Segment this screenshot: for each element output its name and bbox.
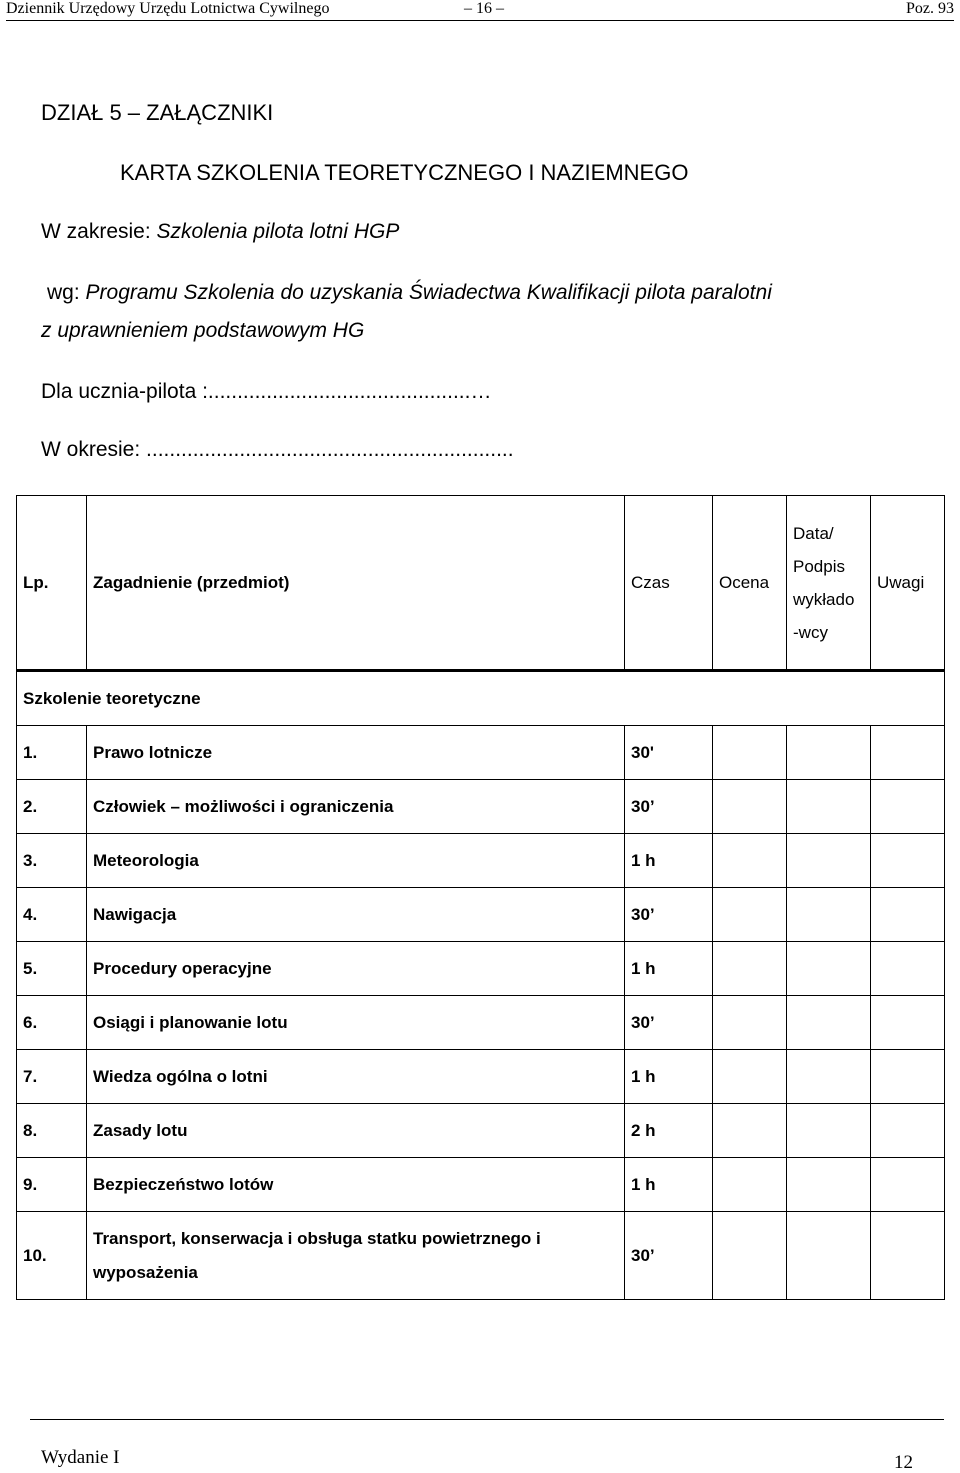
- row-time: 30’: [625, 780, 713, 834]
- row-topic: Osiągi i planowanie lotu: [87, 996, 625, 1050]
- table-row: [17, 888, 945, 942]
- row-lp: 5.: [17, 942, 87, 996]
- header-lp: Lp.: [17, 496, 87, 671]
- row-lp: 9.: [17, 1158, 87, 1212]
- page-number: 12: [894, 1452, 913, 1473]
- row-signature-cell[interactable]: [787, 1212, 871, 1300]
- row-topic: Bezpieczeństwo lotów: [87, 1158, 625, 1212]
- row-signature-cell[interactable]: [787, 942, 871, 996]
- row-time: 1 h: [625, 1158, 713, 1212]
- footer-rule: [30, 1419, 944, 1420]
- row-time: 30': [625, 726, 713, 780]
- row-lp: 4.: [17, 888, 87, 942]
- row-time: 1 h: [625, 1050, 713, 1104]
- row-lp: 2.: [17, 780, 87, 834]
- row-notes-cell[interactable]: [871, 942, 945, 996]
- table-row: [17, 1104, 945, 1158]
- running-header: [0, 0, 960, 22]
- table-row: [17, 726, 945, 780]
- row-topic: Meteorologia: [87, 834, 625, 888]
- row-signature-cell[interactable]: [787, 888, 871, 942]
- edition-label: Wydanie I: [41, 1447, 120, 1468]
- row-time: 30’: [625, 888, 713, 942]
- row-lp: 3.: [17, 834, 87, 888]
- row-grade-cell[interactable]: [713, 942, 787, 996]
- row-topic: Prawo lotnicze: [87, 726, 625, 780]
- period-field: W okresie: ...............................................................: [41, 438, 514, 461]
- table-row: [17, 1212, 945, 1300]
- row-signature-cell[interactable]: [787, 780, 871, 834]
- row-notes-cell[interactable]: [871, 780, 945, 834]
- training-table: [16, 495, 945, 1300]
- row-signature-cell[interactable]: [787, 1158, 871, 1212]
- row-lp: 10.: [17, 1212, 87, 1300]
- row-notes-cell[interactable]: [871, 1158, 945, 1212]
- scope-value: Szkolenia pilota lotni HGP: [156, 220, 400, 243]
- row-notes-cell[interactable]: [871, 1212, 945, 1300]
- row-signature-cell[interactable]: [787, 834, 871, 888]
- table-header-row: [17, 496, 945, 671]
- row-grade-cell[interactable]: [713, 1158, 787, 1212]
- row-signature-cell[interactable]: [787, 996, 871, 1050]
- table-row: [17, 942, 945, 996]
- row-topic: Człowiek – możliwości i ograniczenia: [87, 780, 625, 834]
- header-rule: [6, 20, 954, 21]
- student-field: Dla ucznia-pilota :.............................................…: [41, 380, 492, 403]
- row-topic: Nawigacja: [87, 888, 625, 942]
- program-title-part2: z uprawnieniem podstawowym HG: [41, 319, 365, 342]
- row-notes-cell[interactable]: [871, 996, 945, 1050]
- row-signature-cell[interactable]: [787, 1104, 871, 1158]
- row-notes-cell[interactable]: [871, 1050, 945, 1104]
- row-grade-cell[interactable]: [713, 780, 787, 834]
- section-title: DZIAŁ 5 – ZAŁĄCZNIKI: [41, 100, 274, 125]
- table-row: [17, 1050, 945, 1104]
- row-time: 1 h: [625, 942, 713, 996]
- row-grade-cell[interactable]: [713, 888, 787, 942]
- header-time: Czas: [625, 496, 713, 671]
- row-lp: 7.: [17, 1050, 87, 1104]
- row-topic: Procedury operacyjne: [87, 942, 625, 996]
- publication-name: Dziennik Urzędowy Urzędu Lotnictwa Cywilnego: [6, 0, 330, 17]
- row-signature-cell[interactable]: [787, 726, 871, 780]
- row-grade-cell[interactable]: [713, 1212, 787, 1300]
- program-title-part1: Programu Szkolenia do uzyskania Świadectwa Kwalifikacji pilota paralotni: [85, 281, 772, 304]
- row-grade-cell[interactable]: [713, 1050, 787, 1104]
- program-line-1: [47, 281, 772, 305]
- row-topic: Transport, konserwacja i obsługa statku powietrznego i wyposażenia: [87, 1212, 625, 1300]
- row-notes-cell[interactable]: [871, 1104, 945, 1158]
- row-notes-cell[interactable]: [871, 834, 945, 888]
- scope-line: [41, 220, 399, 244]
- row-grade-cell[interactable]: [713, 834, 787, 888]
- row-topic: Zasady lotu: [87, 1104, 625, 1158]
- header-topic: Zagadnienie (przedmiot): [87, 496, 625, 671]
- row-grade-cell[interactable]: [713, 1104, 787, 1158]
- row-grade-cell[interactable]: [713, 996, 787, 1050]
- row-lp: 1.: [17, 726, 87, 780]
- table-row: [17, 1158, 945, 1212]
- header-grade: Ocena: [713, 496, 787, 671]
- program-line-2: [41, 319, 364, 343]
- position-number: Poz. 93: [906, 0, 954, 17]
- row-time: 30’: [625, 1212, 713, 1300]
- row-notes-cell[interactable]: [871, 888, 945, 942]
- section-label: Szkolenie teoretyczne: [17, 671, 945, 726]
- header-signature: Data/ Podpis wykłado -wcy: [787, 496, 871, 671]
- row-topic: Wiedza ogólna o lotni: [87, 1050, 625, 1104]
- row-grade-cell[interactable]: [713, 726, 787, 780]
- row-lp: 6.: [17, 996, 87, 1050]
- row-time: 30’: [625, 996, 713, 1050]
- program-label: wg:: [47, 281, 86, 304]
- section-row: [17, 671, 945, 726]
- page-indicator: – 16 –: [464, 0, 504, 17]
- row-notes-cell[interactable]: [871, 726, 945, 780]
- row-lp: 8.: [17, 1104, 87, 1158]
- document-title: KARTA SZKOLENIA TEORETYCZNEGO I NAZIEMNEGO: [120, 160, 689, 185]
- table-row: [17, 780, 945, 834]
- row-signature-cell[interactable]: [787, 1050, 871, 1104]
- row-time: 2 h: [625, 1104, 713, 1158]
- table-row: [17, 834, 945, 888]
- table-row: [17, 996, 945, 1050]
- row-time: 1 h: [625, 834, 713, 888]
- scope-label: W zakresie:: [41, 220, 157, 243]
- header-notes: Uwagi: [871, 496, 945, 671]
